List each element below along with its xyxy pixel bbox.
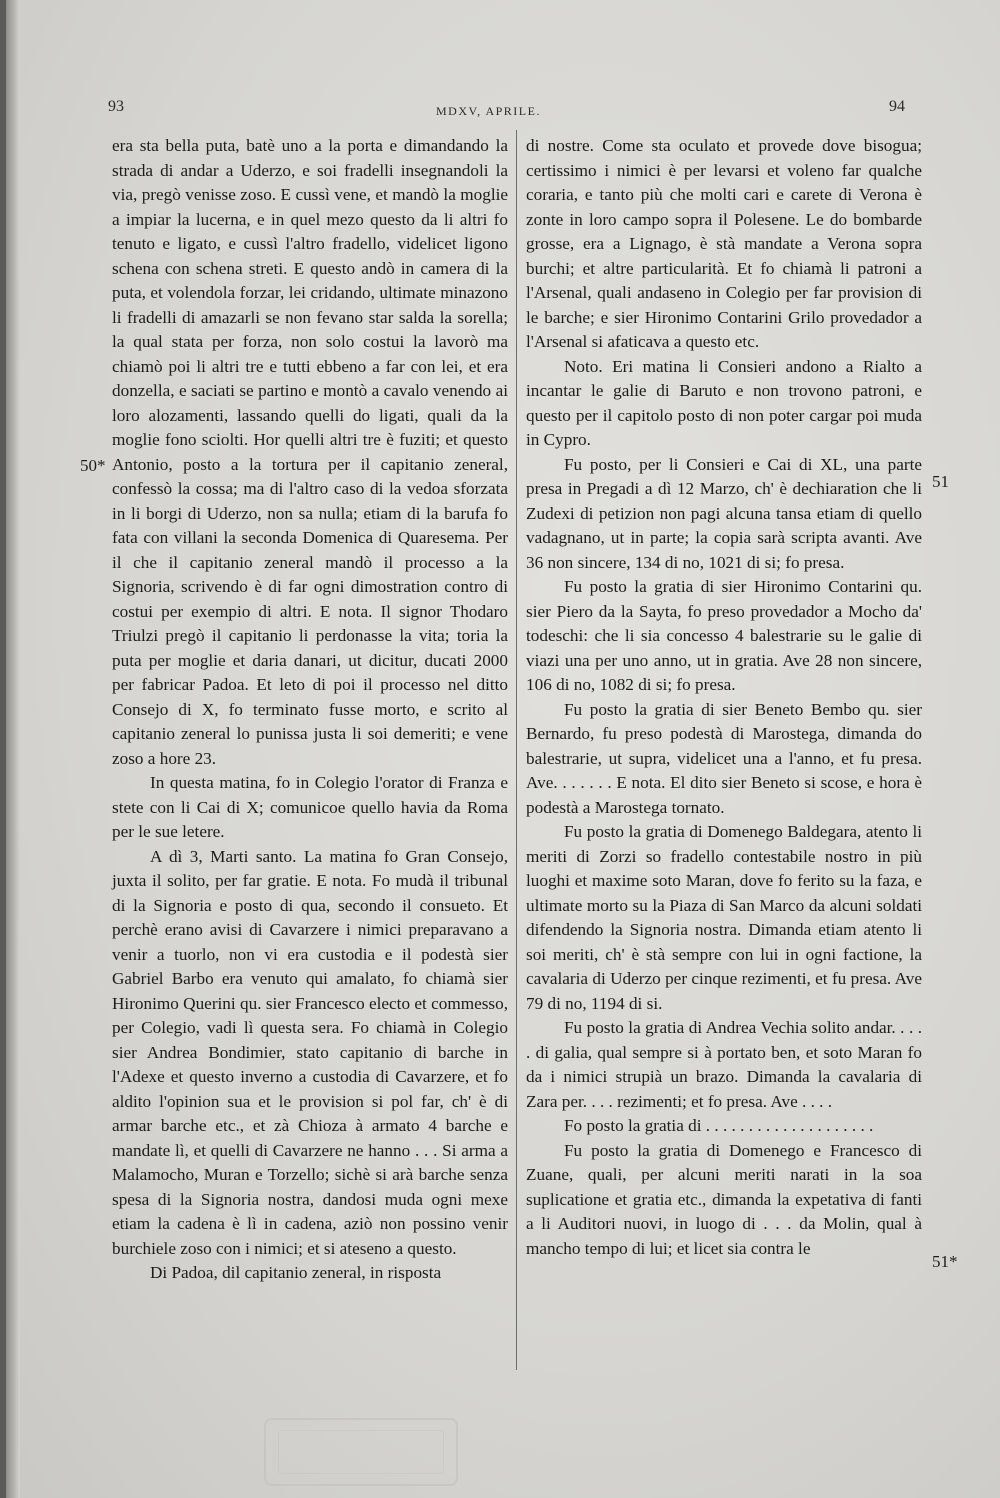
- book-page: [6, 0, 1000, 1498]
- margin-note-51-star: 51*: [932, 1252, 958, 1271]
- paragraph: di nostre. Come sta oculato et provede dove bisogua; certissimo i nimici è per levarsi et voleno far qualche coraria, e tanto più che molti cari e carete di Verona è zonte in loro campo sopra il Polesene. Le do bombarde grosse, era a Lignago, è stà mandate a Verona sopra burchi; et altre particularità. Et fo chiamà li patroni a l'Arsenal, quali andaseno in Colegio per far provision di le barche; e sier Hironimo Contarini Grilo provedador a l'Arsenal si afaticava a questo etc.: [526, 136, 922, 351]
- margin-note-50: 50*: [80, 456, 106, 475]
- page-number-left: 93: [108, 98, 124, 115]
- paragraph: Fu posto la gratia di Andrea Vechia solito andar. . . . . di galia, qual sempre si à portato ben, et soto Maran fo da i nimici strupià un brazo. Dimanda la cavalaria di Zara per. . . . rezimenti; et fo presa. Ave . . . .: [526, 1018, 922, 1111]
- paragraph: Noto. Eri matina li Consieri andono a Rialto a incantar le galie di Baruto e non trovono patroni, e questo per il capitolo posto di non poter cargar poi muda in Cypro.: [526, 356, 922, 449]
- paragraph: Di Padoa, dil capitanio zeneral, in risposta: [150, 1263, 442, 1282]
- margin-note-51: 51: [932, 472, 949, 491]
- page-number-right: 94: [889, 98, 905, 115]
- paragraph: Fo posto la gratia di . . . . . . . . . . . . . . . . . . . .: [564, 1116, 874, 1135]
- left-column: [112, 134, 508, 1286]
- column-divider: [516, 130, 517, 1370]
- paragraph: Fu posto la gratia di sier Beneto Bembo qu. sier Bernardo, fu preso podestà di Marostega, dimanda do balestrarie, ut supra, videlicet una a l'anno, et fu presa. Ave. . . . . . . E nota. El dito sier Beneto si scose, e hora è podestà a Marostega tornato.: [526, 699, 922, 817]
- paragraph: Fu posto la gratia di sier Hironimo Contarini qu. sier Piero da la Sayta, fo preso provedador a Mocho da' todeschi: che li sia concesso 4 balestrarie su le galie di viazi una per uno anno, ut in gratia. Ave 28 non sincere, 106 di no, 1082 di si; fo presa.: [526, 577, 922, 694]
- paragraph: Fu posto la gratia di Domenego Baldegara, atento li meriti di Zorzi so fradello contestabile nostro in più luoghi et maxime soto Maran, dove fo ferito su la faza, e ultimate morto su la Piaza di San Marco da alcuni soldati difendendo la Signoria nostra. Dimanda etiam atento li soi meriti, ch' è stà sempre con lui in ogni factione, la cavalaria di Uderzo per cinque rezimenti, et fu presa. Ave 79 di no, 1194 di si.: [526, 822, 922, 1013]
- paragraph: A dì 3, Marti santo. La matina fo Gran Consejo, juxta il solito, per far gratie. E nota. Fo mudà il tribunal di la Signoria e posto di qua, secondo il consueto. Et perchè erano avisi di Cavarzere i nimici preparavano a venir a tuorlo, non vi era custodia e il podestà sier Gabriel Barbo era venuto qui amalato, fo chiamà sier Hironimo Querini qu. sier Francesco electo et commesso, per Colegio, vadi lì questa sera. Fo chiamà in Colegio sier Andrea Bondimier, stato capitanio di barche in l'Adexe et questo inverno a custodia di Cavarzere, et fo aldito l'opinion sua et le provision si pol far, ch' è di armar barche etc., et zà Chioza à armato 4 barche e mandate lì, et quelli di Cavarzere ne hanno . . . Si arma a Malamocho, Muran e Torzello; sichè si arà barche senza spesa di la Signoria nostra, dandosi muda ogni mexe etiam la cadena è lì in cadena, aziò non possino venir burchiele zoso con i nimici; et si ateseno a questo.: [112, 846, 508, 1258]
- paragraph: Fu posto, per li Consieri e Cai di XL, una parte presa in Pregadi a dì 12 Marzo, ch' è dechiaration che li Zudexi di petizion non pagi alcuna tansa etiam di quello vadagnano, ut in parte; la copia sarà scripta avanti. Ave 36 non sincere, 134 di no, 1021 di si; fo presa.: [526, 454, 922, 572]
- paragraph: Fu posto la gratia di Domenego e Francesco di Zuane, quali, per alcuni meriti narati in la soa suplicatione et gratia etc., dimanda la expetativa di fanti a li Auditori nuovi, in luogo di . . . da Molin, qual à mancho tempo di lui; et licet sia contra le: [526, 1140, 922, 1258]
- right-column: [526, 134, 922, 1261]
- paragraph: In questa matina, fo in Colegio l'orator di Franza e stete con li Cai di X; comunicoe quello havia da Roma per le sue letere.: [112, 773, 508, 841]
- running-title: MDXV, APRILE.: [436, 104, 541, 118]
- gutter-shadow: [6, 0, 20, 1498]
- paragraph: era sta bella puta, batè uno a la porta e dimandando la strada di andar a Uderzo, e soi fradelli insegnandoli la via, pregò venisse zoso. E cussì vene, et mandò la moglie a impiar la lucerna, e in quel mezo questo da li altri fo tenuto e ligato, e cussì l'altro fradello, videlicet ligono schena con schena streti. E questo andò in camera di la puta, et volendola forzar, lei cridando, ultimate minazono li fradelli di amazarli se non fevano star salda la sorella; la qual stata per forza, non solo costui la lavorò ma chiamò poi li altri tre e tutti ebbeno a far con lei, et era donzella, e saciati se partino e montò a cavalo venendo ai loro alozamenti, lassando quelli do ligati, quali da la moglie fono sciolti. Hor quelli altri tre è fuziti; et questo Antonio, posto a la tortura per il capitanio zeneral, confessò la cossa; ma di l'altro caso di la vedoa sforzata in li borgi di Uderzo, non sa nulla; etiam di la barufa fo fata con villani la seconda Domenica di Quaresema. Per il che il capitanio zeneral mandò il processo a la Signoria, scrivendo è di far ogni dimostration contro di costui per exempio di altri. E nota. Il signor Thodaro Triulzi pregò il capitanio li perdonasse la vita; toria la puta per moglie et daria danari, ut dicitur, ducati 2000 per fabricar Padoa. Et leto di poi il processo nel ditto Consejo di X, fo terminato fusse morto, e scrito al capitanio zeneral lo punissa justa li soi demeriti; e vene zoso a hore 23.: [112, 136, 508, 768]
- faded-library-stamp: [264, 1418, 458, 1486]
